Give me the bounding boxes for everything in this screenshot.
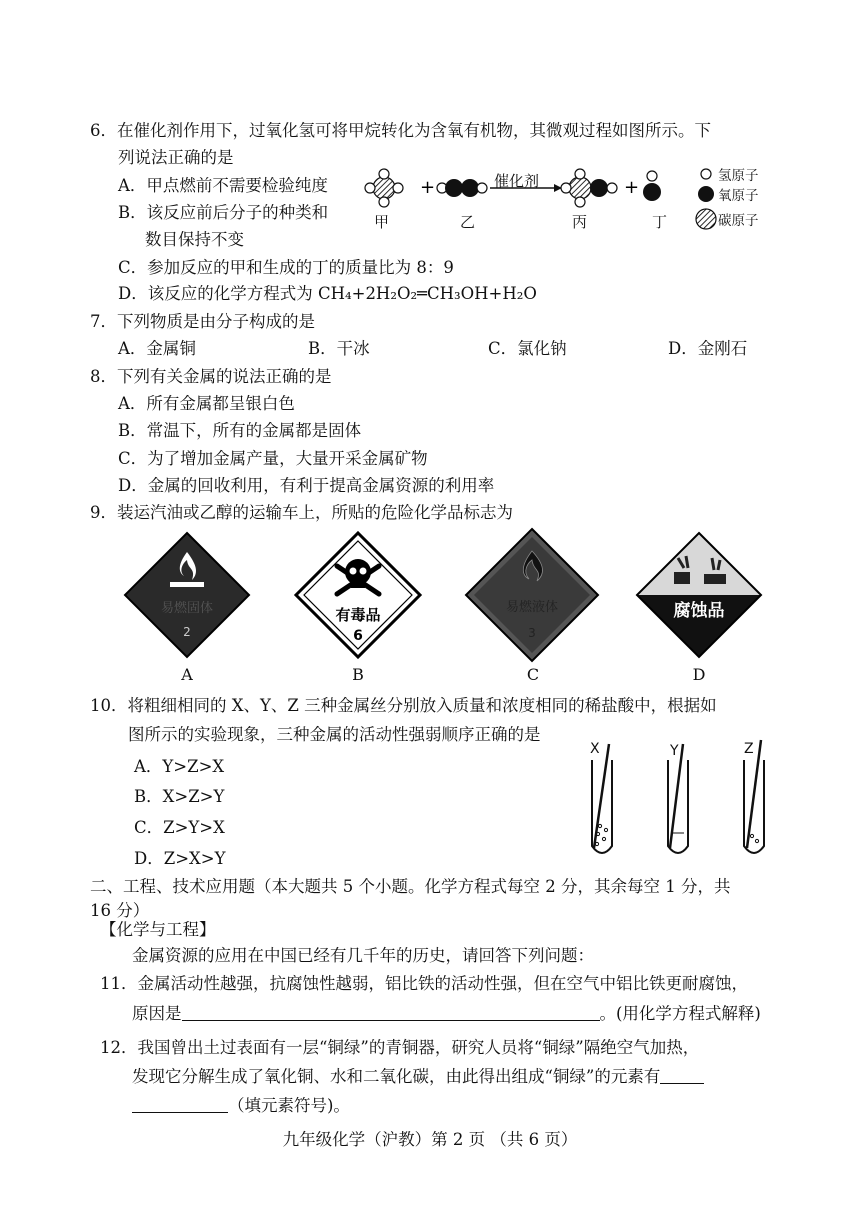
sign-d-text: 腐蚀品 <box>673 601 725 621</box>
methane-molecule <box>365 169 403 207</box>
q7-option-d: D．金刚石 <box>668 339 748 358</box>
q12-line2 <box>132 1065 704 1088</box>
tube-label-y: Y <box>670 743 679 759</box>
q10-option-d: D．Z>X>Y <box>134 849 226 868</box>
q12-line3 <box>132 1094 350 1117</box>
q8-stem: 8．下列有关金属的说法正确的是 <box>90 367 332 386</box>
q8-option-c: C．为了增加金属产量，大量开采金属矿物 <box>118 449 428 468</box>
q7-option-a: A．金属铜 <box>118 339 196 358</box>
q11-answer-blank[interactable] <box>182 1002 600 1021</box>
q6-stem-line1: 6．在催化剂作用下，过氧化氢可将甲烷转化为含氧有机物，其微观过程如图所示。下 <box>90 121 711 140</box>
sign-c-caption: C <box>526 665 540 684</box>
atom-legend-icons <box>694 164 718 234</box>
q10-stem-line1: 10．将粗细相同的 X、Y、Z 三种金属丝分别放入质量和浓度相同的稀盐酸中，根据如 <box>90 696 717 715</box>
section2-intro: 金属资源的应用在中国已经有几千年的历史，请回答下列问题： <box>132 946 594 965</box>
plus-sign: + <box>624 177 640 198</box>
tube-label-x: X <box>590 741 600 757</box>
sign-c-text: 易燃液体 <box>505 600 559 615</box>
sign-a-number: 2 <box>183 625 191 639</box>
q7-option-b: B．干冰 <box>308 339 370 358</box>
q6-stem-line2: 列说法正确的是 <box>118 148 234 167</box>
label-yi: 乙 <box>460 213 476 231</box>
q11-line2 <box>132 1002 761 1025</box>
corrosive-sign <box>634 530 764 660</box>
legend-oxygen: 氧原子 <box>718 188 759 204</box>
legend-carbon: 碳原子 <box>718 213 759 229</box>
carbon-atom-icon <box>696 209 716 229</box>
sign-d-caption: D <box>692 665 706 684</box>
q10-option-b: B．X>Z>Y <box>134 787 225 806</box>
section2-heading-line2: 16 分） <box>90 901 150 920</box>
q12-answer-blank-part1[interactable] <box>660 1065 704 1084</box>
q12-line2-text: 发现它分解生成了氧化铜、水和二氧化碳，由此得出组成“铜绿”的元素有 <box>132 1067 661 1086</box>
q6-option-d <box>118 283 537 305</box>
q6-option-c: C．参加反应的甲和生成的丁的质量比为 8：9 <box>118 258 454 277</box>
flammable-liquid-sign <box>464 527 600 663</box>
test-tube-y <box>668 744 688 853</box>
tube-label-z: Z <box>744 741 754 757</box>
oxygen-atom-icon <box>698 186 714 202</box>
label-jia: 甲 <box>374 213 390 231</box>
sign-b-text: 有毒品 <box>335 606 381 624</box>
q11-prefix: 原因是 <box>132 1004 182 1023</box>
hydrogen-atom-icon <box>701 169 711 179</box>
q12-line1: 12．我国曾出土过表面有一层“铜绿”的青铜器，研究人员将“铜绿”隔绝空气加热， <box>100 1038 700 1057</box>
q6-option-b-line2: 数目保持不变 <box>145 230 244 249</box>
plus-sign: + <box>420 177 436 198</box>
sign-b-number: 6 <box>353 628 363 644</box>
label-ding: 丁 <box>652 213 668 231</box>
q7-option-c: C．氯化钠 <box>488 339 567 358</box>
sign-b-caption: B <box>352 665 364 684</box>
catalyst-label: 催化剂 <box>494 172 540 190</box>
q10-option-c: C．Z>Y>X <box>134 818 225 837</box>
q11-line1: 11．金属活动性越强，抗腐蚀性越弱，铝比铁的活动性强，但在空气中铝比铁更耐腐蚀， <box>100 974 748 993</box>
q11-suffix: 。(用化学方程式解释) <box>599 1004 761 1023</box>
label-bing: 丙 <box>572 213 588 231</box>
legend-hydrogen: 氢原子 <box>718 168 759 184</box>
water-molecule <box>643 171 661 201</box>
q6-option-d-prefix: D．该反应的化学方程式为 <box>118 284 318 303</box>
q10-option-a: A．Y>Z>X <box>134 757 225 776</box>
q6-option-d-equation: CH₄+2H₂O₂═CH₃OH+H₂O <box>317 284 537 303</box>
q7-stem: 7．下列物质是由分子构成的是 <box>90 312 315 331</box>
toxic-sign <box>293 530 423 660</box>
test-tube-x <box>592 744 612 853</box>
q8-option-a: A．所有金属都呈银白色 <box>118 394 295 413</box>
q8-option-b: B．常温下，所有的金属都是固体 <box>118 421 362 440</box>
sign-a-text: 易燃固体 <box>160 601 214 616</box>
q10-stem-line2: 图所示的实验现象，三种金属的活动性强弱顺序正确的是 <box>128 725 541 744</box>
q6-option-b-line1: B．该反应前后分子的种类和 <box>118 203 329 222</box>
section2-subheading: 【化学与工程】 <box>100 920 216 939</box>
q12-answer-blank-part2[interactable] <box>132 1094 228 1113</box>
section2-heading-line1: 二、工程、技术应用题（本大题共 5 个小题。化学方程式每空 2 分，其余每空 1 分，共 <box>90 877 731 896</box>
hydrogen-peroxide-molecule <box>437 179 487 197</box>
q12-line3-suffix: （填元素符号)。 <box>228 1096 350 1115</box>
methanol-molecule <box>561 169 617 207</box>
flammable-solid-sign <box>122 530 252 660</box>
q8-option-d: D．金属的回收利用，有利于提高金属资源的利用率 <box>118 476 495 495</box>
q9-stem: 9．装运汽油或乙醇的运输车上，所贴的危险化学品标志为 <box>90 503 513 522</box>
sign-c-number: 3 <box>528 626 536 640</box>
page-footer: 九年级化学（沪教）第 2 页 （共 6 页） <box>282 1130 578 1149</box>
sign-a-caption: A <box>181 665 193 684</box>
q6-option-a: A．甲点燃前不需要检验纯度 <box>118 176 328 195</box>
